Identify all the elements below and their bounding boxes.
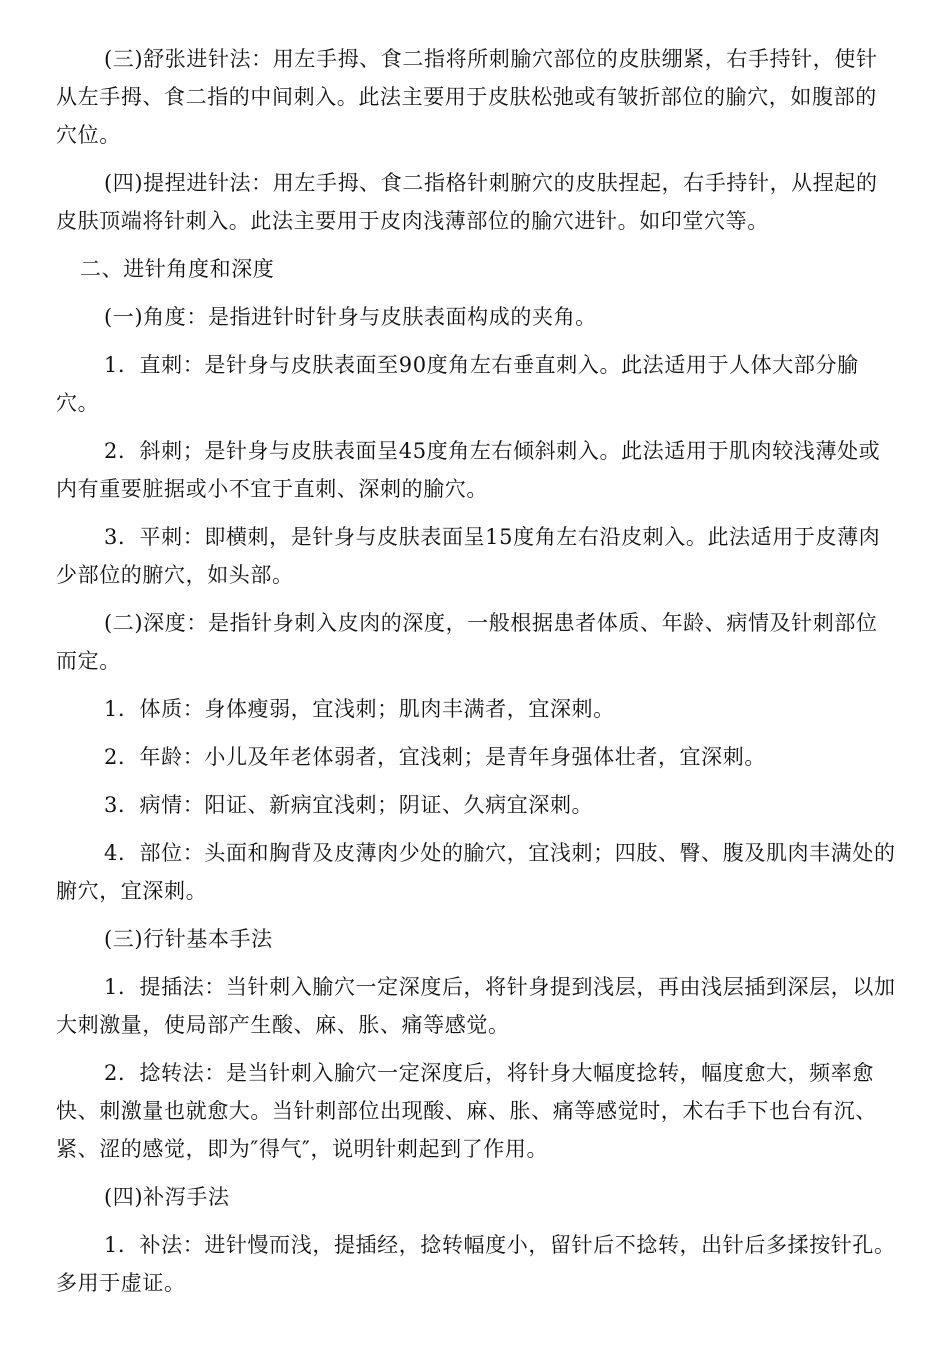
paragraph-xieci: 2．斜刺；是针身与皮肤表面呈45度角左右倾斜刺入。此法适用于肌肉较浅薄处或内有重要脏据或小不宜于直刺、深刺的腧穴。 <box>56 439 881 501</box>
paragraph-tizhi: 1．体质：身体瘦弱，宜浅刺；肌肉丰满者，宜深刺。 <box>104 697 615 721</box>
paragraph-nianzhuan: 2．捻转法：是当针刺入腧穴一定深度后，将针身大幅度捻转，幅度愈大，频率愈快、刺激量也就愈大。当针刺部位出现酸、麻、胀、痛等感觉时，术右手下也台有沉、紧、涩的感觉，即为″得气″，说明针刺起到了作用。 <box>56 1061 877 1161</box>
paragraph-nianling: 2．年龄：小儿及年老体弱者，宜浅刺；是青年身强体壮者，宜深刺。 <box>104 745 766 769</box>
paragraph-tinie: (四)提捏进针法：用左手拇、食二指格针刺腑穴的皮肤捏起，右手持针，从捏起的皮肤顶端将针刺入。此法主要用于皮肉浅薄部位的腧穴进针。如印堂穴等。 <box>56 171 878 233</box>
section-heading-angle-depth: 二、进针角度和深度 <box>80 257 275 281</box>
subheading-buxie: (四)补泻手法 <box>104 1185 230 1209</box>
document-page <box>56 40 896 1312</box>
paragraph-zhici: 1．直刺：是针身与皮肤表面至90度角左右垂直刺入。此法适用于人体大部分腧穴。 <box>56 353 859 415</box>
paragraph-buwei: 4．部位：头面和胸背及皮薄肉少处的腧穴，宜浅刺；四肢、臀、腹及肌肉丰满处的腑穴，宜深刺。 <box>56 841 896 903</box>
paragraph-pingci: 3．平刺：即横刺，是针身与皮肤表面呈15度角左右沿皮刺入。此法适用于皮薄肉少部位的腑穴，如头部。 <box>56 525 881 587</box>
subheading-depth: (二)深度：是指针身刺入皮肉的深度，一般根据患者体质、年龄、病情及针刺部位而定。 <box>56 611 878 673</box>
subheading-angle: (一)角度：是指进针时针身与皮肤表面构成的夹角。 <box>104 305 597 329</box>
subheading-basic-techniques: (三)行针基本手法 <box>104 927 273 951</box>
paragraph-shuzhang: (三)舒张进针法：用左手拇、食二指将所刺腧穴部位的皮肤绷紧，右手持针，使针从左手拇、食二指的中间刺入。此法主要用于皮肤松弛或有皱折部位的腧穴，如腹部的穴位。 <box>56 47 878 147</box>
paragraph-bufa: 1．补法：进针慢而浅，提插经，捻转幅度小，留针后不捻转，出针后多揉按针孔。多用于虚证。 <box>56 1233 896 1295</box>
paragraph-ticha: 1．提插法：当针刺入腧穴一定深度后，将针身提到浅层，再由浅层插到深层，以加大刺激量，使局部产生酸、麻、胀、痛等感觉。 <box>56 975 896 1037</box>
paragraph-bingqing: 3．病情：阳证、新病宜浅刺；阴证、久病宜深刺。 <box>104 793 594 817</box>
